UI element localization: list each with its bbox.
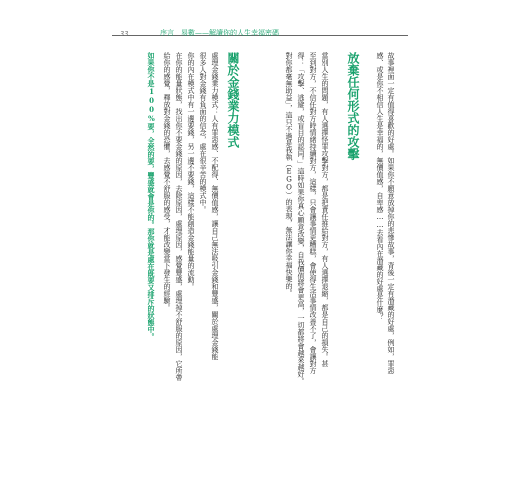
body-line-10: 在你的能量狀態，找出你不要金錢的原因，去除原因，處理原因，感覺豐盛，處理掉不舒服的原因，它所帶 (175, 52, 183, 381)
highlighted-line: 如果你不是100%要，全然的要，豐盛就會是你的。那你就是處在既要又排斥的狀態中。 (147, 52, 156, 340)
book-page (112, 25, 418, 477)
body-line-6: 對你都毫無助益」，這只不過是我執（EGO）的表現，無法讓你幸福快樂的。 (285, 52, 293, 297)
body-line-5: 得：「攻擊、逃避，或盲目的認同。」這時如果你真心願意改變，自我價值將會更高，一切都將會越來越好。 (297, 52, 305, 385)
running-title: 序言 易數——解讀你的人生幸福密碼 (160, 29, 279, 37)
body-line-11: 給你的感覺，釋放對金錢的恐懼，去感覺不舒服的感受，才能改變當下發生的經驗。 (163, 52, 171, 311)
body-line-3: 當別人生的問題，有人選擇怪罪攻擊對方，都是把責任推給對方，有人選擇退縮，都是自己的損失。甚 (321, 52, 329, 367)
body-line-4: 至到對方，不信任對方時情緒持續對方，這樣，只會讓事情更糟糕，會使得生活事情改善不了，會讓對方 (309, 52, 317, 374)
page-number: 33 (120, 30, 129, 38)
body-line-2: 感、或是你不相信人生是幸福的，無價值感，自卑感……去看內在潛藏的好處是什麼？ (376, 52, 384, 320)
body-line-8: 很多人對金錢有負面的信念，處在很辛苦的模式中。 (199, 52, 207, 213)
section-heading-2: 關於金錢業力模式 (226, 52, 240, 148)
section-heading-1: 放棄任何形式的攻擊 (346, 52, 360, 160)
body-line-1: 故事裡面一定有值得喜歡的好處。如果你不願意放掉你的悲慘故事，背後一定有潛藏的好處，例如，罪惡 (387, 52, 395, 374)
body-line-9: 你的內在模式中有一邊要錢，另一邊不要錢，這樣不能創造金錢能量的流動。 (187, 52, 195, 290)
body-line-7: 處理金錢業力模式：人有罪惡感、不配得、無價值感，讓自己無法吸引金錢和豐盛，關於處理金錢能 (211, 52, 219, 360)
